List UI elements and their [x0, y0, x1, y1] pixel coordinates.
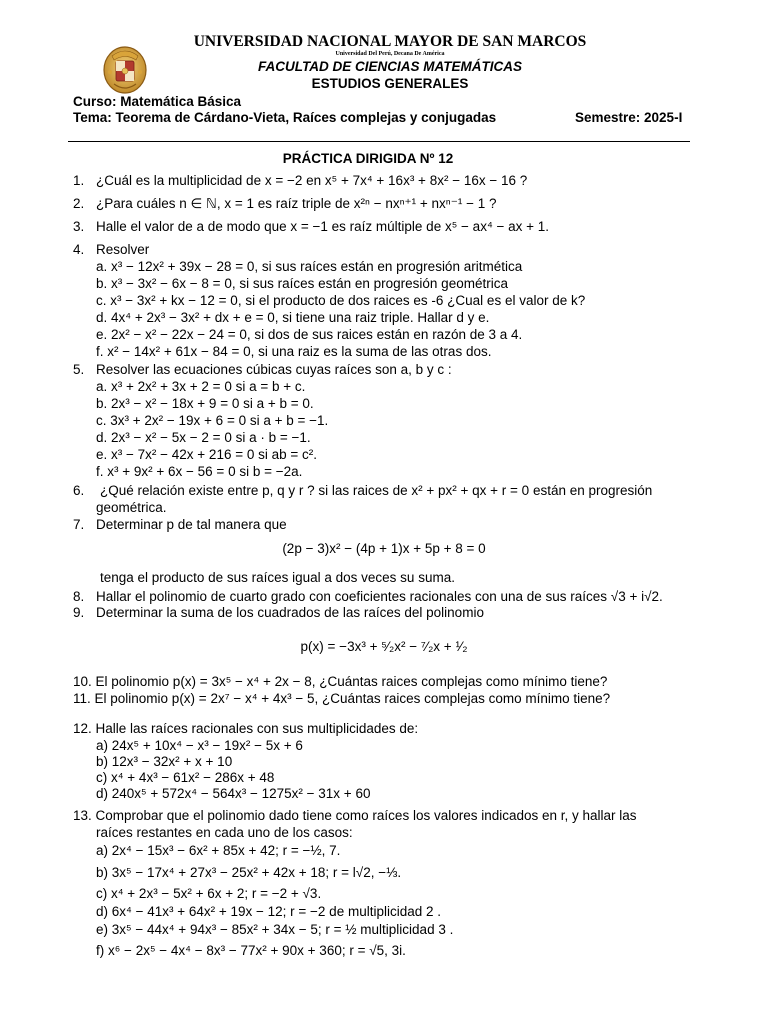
- header-divider: [68, 141, 690, 142]
- problem-4-item-d: d. 4x⁴ + 2x³ − 3x² + dx + e = 0, si tiene una raiz triple. Hallar d y e.: [96, 310, 490, 325]
- topic-label: Tema: Teorema de Cárdano-Vieta, Raíces complejas y conjugadas: [73, 110, 497, 125]
- problem-12-text: 12. Halle las raíces racionales con sus multiplicidades de:: [73, 721, 419, 736]
- problem-4-item-b: b. x³ − 3x² − 6x − 8 = 0, si sus raíces están en progresión geométrica: [96, 276, 508, 291]
- problem-6-text-cont: geométrica.: [96, 500, 167, 515]
- problem-10-text: 10. El polinomio p(x) = 3x⁵ − x⁴ + 2x − 8, ¿Cuántas raices complejas como mínimo tiene?: [73, 674, 608, 689]
- problem-number: 3.: [73, 219, 85, 234]
- problem-2-text: ¿Para cuáles n ∈ ℕ, x = 1 es raíz triple de x²ⁿ − nxⁿ⁺¹ + nxⁿ⁻¹ − 1 ?: [96, 196, 497, 211]
- problem-7-text: Determinar p de tal manera que: [96, 517, 287, 532]
- problem-13-text-cont: raíces restantes en cada uno de los casos:: [96, 825, 353, 840]
- problem-4-item-f: f. x² − 14x² + 61x − 84 = 0, si una raiz es la suma de las otras dos.: [96, 344, 492, 359]
- problem-13-item-c: c) x⁴ + 2x³ − 5x² + 6x + 2; r = −2 + √3.: [96, 886, 322, 901]
- university-name: UNIVERSIDAD NACIONAL MAYOR DE SAN MARCOS: [193, 33, 587, 50]
- program-name: ESTUDIOS GENERALES: [311, 76, 469, 91]
- problem-12-item-b: b) 12x³ − 32x² + x + 10: [96, 754, 233, 769]
- problem-number: 5.: [73, 362, 85, 377]
- problem-3-text: Halle el valor de a de modo que x = −1 es raíz múltiple de x⁵ − ax⁴ − ax + 1.: [96, 219, 550, 234]
- problem-12-item-a: a) 24x⁵ + 10x⁴ − x³ − 19x² − 5x + 6: [96, 738, 303, 753]
- problem-9-text: Determinar la suma de los cuadrados de las raíces del polinomio: [96, 605, 484, 620]
- problem-number: 4.: [73, 242, 85, 257]
- problem-5-item-a: a. x³ + 2x² + 3x + 2 = 0 si a = b + c.: [96, 379, 306, 394]
- problem-4-item-a: a. x³ − 12x² + 39x − 28 = 0, si sus raíces están en progresión aritmética: [96, 259, 523, 274]
- problem-1-text: ¿Cuál es la multiplicidad de x = −2 en x⁵ + 7x⁴ + 16x³ + 8x² − 16x − 16 ?: [96, 173, 528, 188]
- problem-13-item-f: f) x⁶ − 2x⁵ − 4x⁴ − 8x³ − 77x² + 90x + 360; r = √5, 3i.: [96, 943, 406, 958]
- problem-number: 1.: [73, 173, 85, 188]
- problem-number: 9.: [73, 605, 85, 620]
- course-label: Curso: Matemática Básica: [73, 94, 242, 109]
- university-subtitle: Universidad Del Perú, Decana De América: [335, 51, 445, 57]
- problem-number: 2.: [73, 196, 85, 211]
- problem-11-text: 11. El polinomio p(x) = 2x⁷ − x⁴ + 4x³ − 5, ¿Cuántas raices complejas como mínimo tiene?: [73, 691, 611, 706]
- problem-8-text: Hallar el polinomio de cuarto grado con coeficientes racionales con una de sus raíces √3 + i√2.: [96, 589, 663, 604]
- semester-label: Semestre: 2025-I: [575, 110, 683, 125]
- problem-6-text: ¿Qué relación existe entre p, q y r ? si las raices de x² + px² + qx + r = 0 están en progresión: [100, 483, 653, 498]
- problem-13-item-d: d) 6x⁴ − 41x³ + 64x² + 19x − 12; r = −2 de multiplicidad 2 .: [96, 904, 441, 919]
- problem-12-item-d: d) 240x⁵ + 572x⁴ − 564x³ − 1275x² − 31x + 60: [96, 786, 371, 801]
- problem-13-item-e: e) 3x⁵ − 44x⁴ + 94x³ − 85x² + 34x − 5; r = ½ multiplicidad 3 .: [96, 922, 454, 937]
- problem-13-item-a: a) 2x⁴ − 15x³ − 6x² + 85x + 42; r = −½, 7.: [96, 843, 341, 858]
- problem-7-condition: tenga el producto de sus raíces igual a dos veces su suma.: [100, 570, 455, 585]
- problem-5-item-f: f. x³ + 9x² + 6x − 56 = 0 si b = −2a.: [96, 464, 303, 479]
- problem-number: 8.: [73, 589, 85, 604]
- problem-4-item-e: e. 2x² − x² − 22x − 24 = 0, si dos de sus raices están en razón de 3 a 4.: [96, 327, 523, 342]
- problem-9-formula: p(x) = −3x³ + ⁵⁄₂x² − ⁷⁄₂x + ¹⁄₂: [300, 639, 468, 654]
- problem-7-formula: (2p − 3)x² − (4p + 1)x + 5p + 8 = 0: [282, 541, 486, 556]
- problem-4-item-c: c. x³ − 3x² + kx − 12 = 0, si el producto de dos raices es -6 ¿Cual es el valor de k?: [96, 293, 586, 308]
- problem-number: 7.: [73, 517, 85, 532]
- problem-5-item-b: b. 2x³ − x² − 18x + 9 = 0 si a + b = 0.: [96, 396, 314, 411]
- problem-4-text: Resolver: [96, 242, 150, 257]
- problem-5-item-d: d. 2x³ − x² − 5x − 2 = 0 si a · b = −1.: [96, 430, 311, 445]
- problem-number: 6.: [73, 483, 85, 498]
- faculty-name: FACULTAD DE CIENCIAS MATEMÁTICAS: [258, 59, 522, 74]
- problem-5-text: Resolver las ecuaciones cúbicas cuyas raíces son a, b y c :: [96, 362, 452, 377]
- problem-12-item-c: c) x⁴ + 4x³ − 61x² − 286x + 48: [96, 770, 275, 785]
- problem-13-text: 13. Comprobar que el polinomio dado tiene como raíces los valores indicados en r, y hallar las: [73, 808, 637, 823]
- problem-13-item-b: b) 3x⁵ − 17x⁴ + 27x³ − 25x² + 42x + 18; r = l√2, −⅓.: [96, 865, 402, 880]
- practice-title: PRÁCTICA DIRIGIDA Nº 12: [282, 151, 454, 166]
- problem-5-item-c: c. 3x³ + 2x² − 19x + 6 = 0 si a + b = −1.: [96, 413, 329, 428]
- problem-5-item-e: e. x³ − 7x² − 42x + 216 = 0 si ab = c².: [96, 447, 317, 462]
